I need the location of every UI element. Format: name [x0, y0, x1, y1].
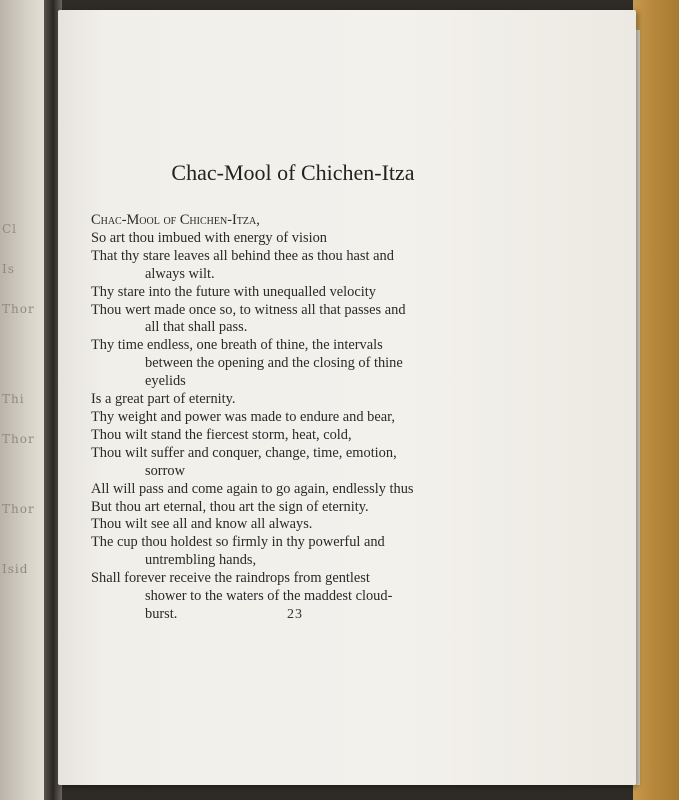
poem-line: Thou wilt see all and know all always. — [91, 516, 313, 533]
facing-page-ghost-text: Thor — [2, 502, 35, 516]
poem-line: always wilt. — [145, 265, 215, 282]
facing-page-ghost-text: Isid — [2, 562, 29, 576]
poem-line: untrembling hands, — [145, 552, 257, 569]
facing-page-ghost-text: Cl — [2, 222, 18, 236]
poem-line: Is a great part of eternity. — [91, 391, 236, 408]
poem-line: Thou wilt stand the fiercest storm, heat, cold, — [91, 426, 352, 443]
poem-line: Thy stare into the future with unequalled velocity — [91, 283, 376, 300]
poem-line: All will pass and come again to go again, endlessly thus — [91, 480, 414, 497]
facing-page-ghost-text: Thor — [2, 302, 35, 316]
poem-line: Chac-Mool of Chichen-Itza, — [91, 212, 260, 228]
facing-page-ghost-text: Is — [2, 262, 15, 276]
poem-line: So art thou imbued with energy of vision — [91, 229, 327, 246]
poem-line: Shall forever receive the raindrops from gentlest — [91, 570, 370, 587]
poem-line: But thou art eternal, thou art the sign of eternity. — [91, 498, 369, 515]
poem-line: shower to the waters of the maddest cloud- — [145, 588, 393, 605]
poem-line: Thou wert made once so, to witness all that passes and — [91, 301, 406, 318]
poem-line: Thy time endless, one breath of thine, the intervals — [91, 337, 383, 354]
poem-line: That thy stare leaves all behind thee as thou hast and — [91, 247, 394, 264]
poem-line: The cup thou holdest so firmly in thy powerful and — [91, 534, 385, 551]
poem-line: Thy weight and power was made to endure and bear, — [91, 408, 395, 425]
poem-line: Thou wilt suffer and conquer, change, time, emotion, — [91, 444, 397, 461]
facing-page-ghost-text: Thi — [2, 392, 25, 406]
poem-body — [91, 212, 511, 624]
poem-line: eyelids — [145, 373, 186, 390]
poem-line: between the opening and the closing of thine — [145, 355, 403, 372]
page-number: 23 — [287, 607, 303, 622]
facing-page-ghost-text: Thor — [2, 432, 35, 446]
poem-line: all that shall pass. — [145, 319, 248, 336]
poem-line: burst. — [145, 605, 178, 622]
poem-line: sorrow — [145, 462, 185, 479]
poem-title: Chac-Mool of Chichen-Itza — [171, 160, 415, 185]
